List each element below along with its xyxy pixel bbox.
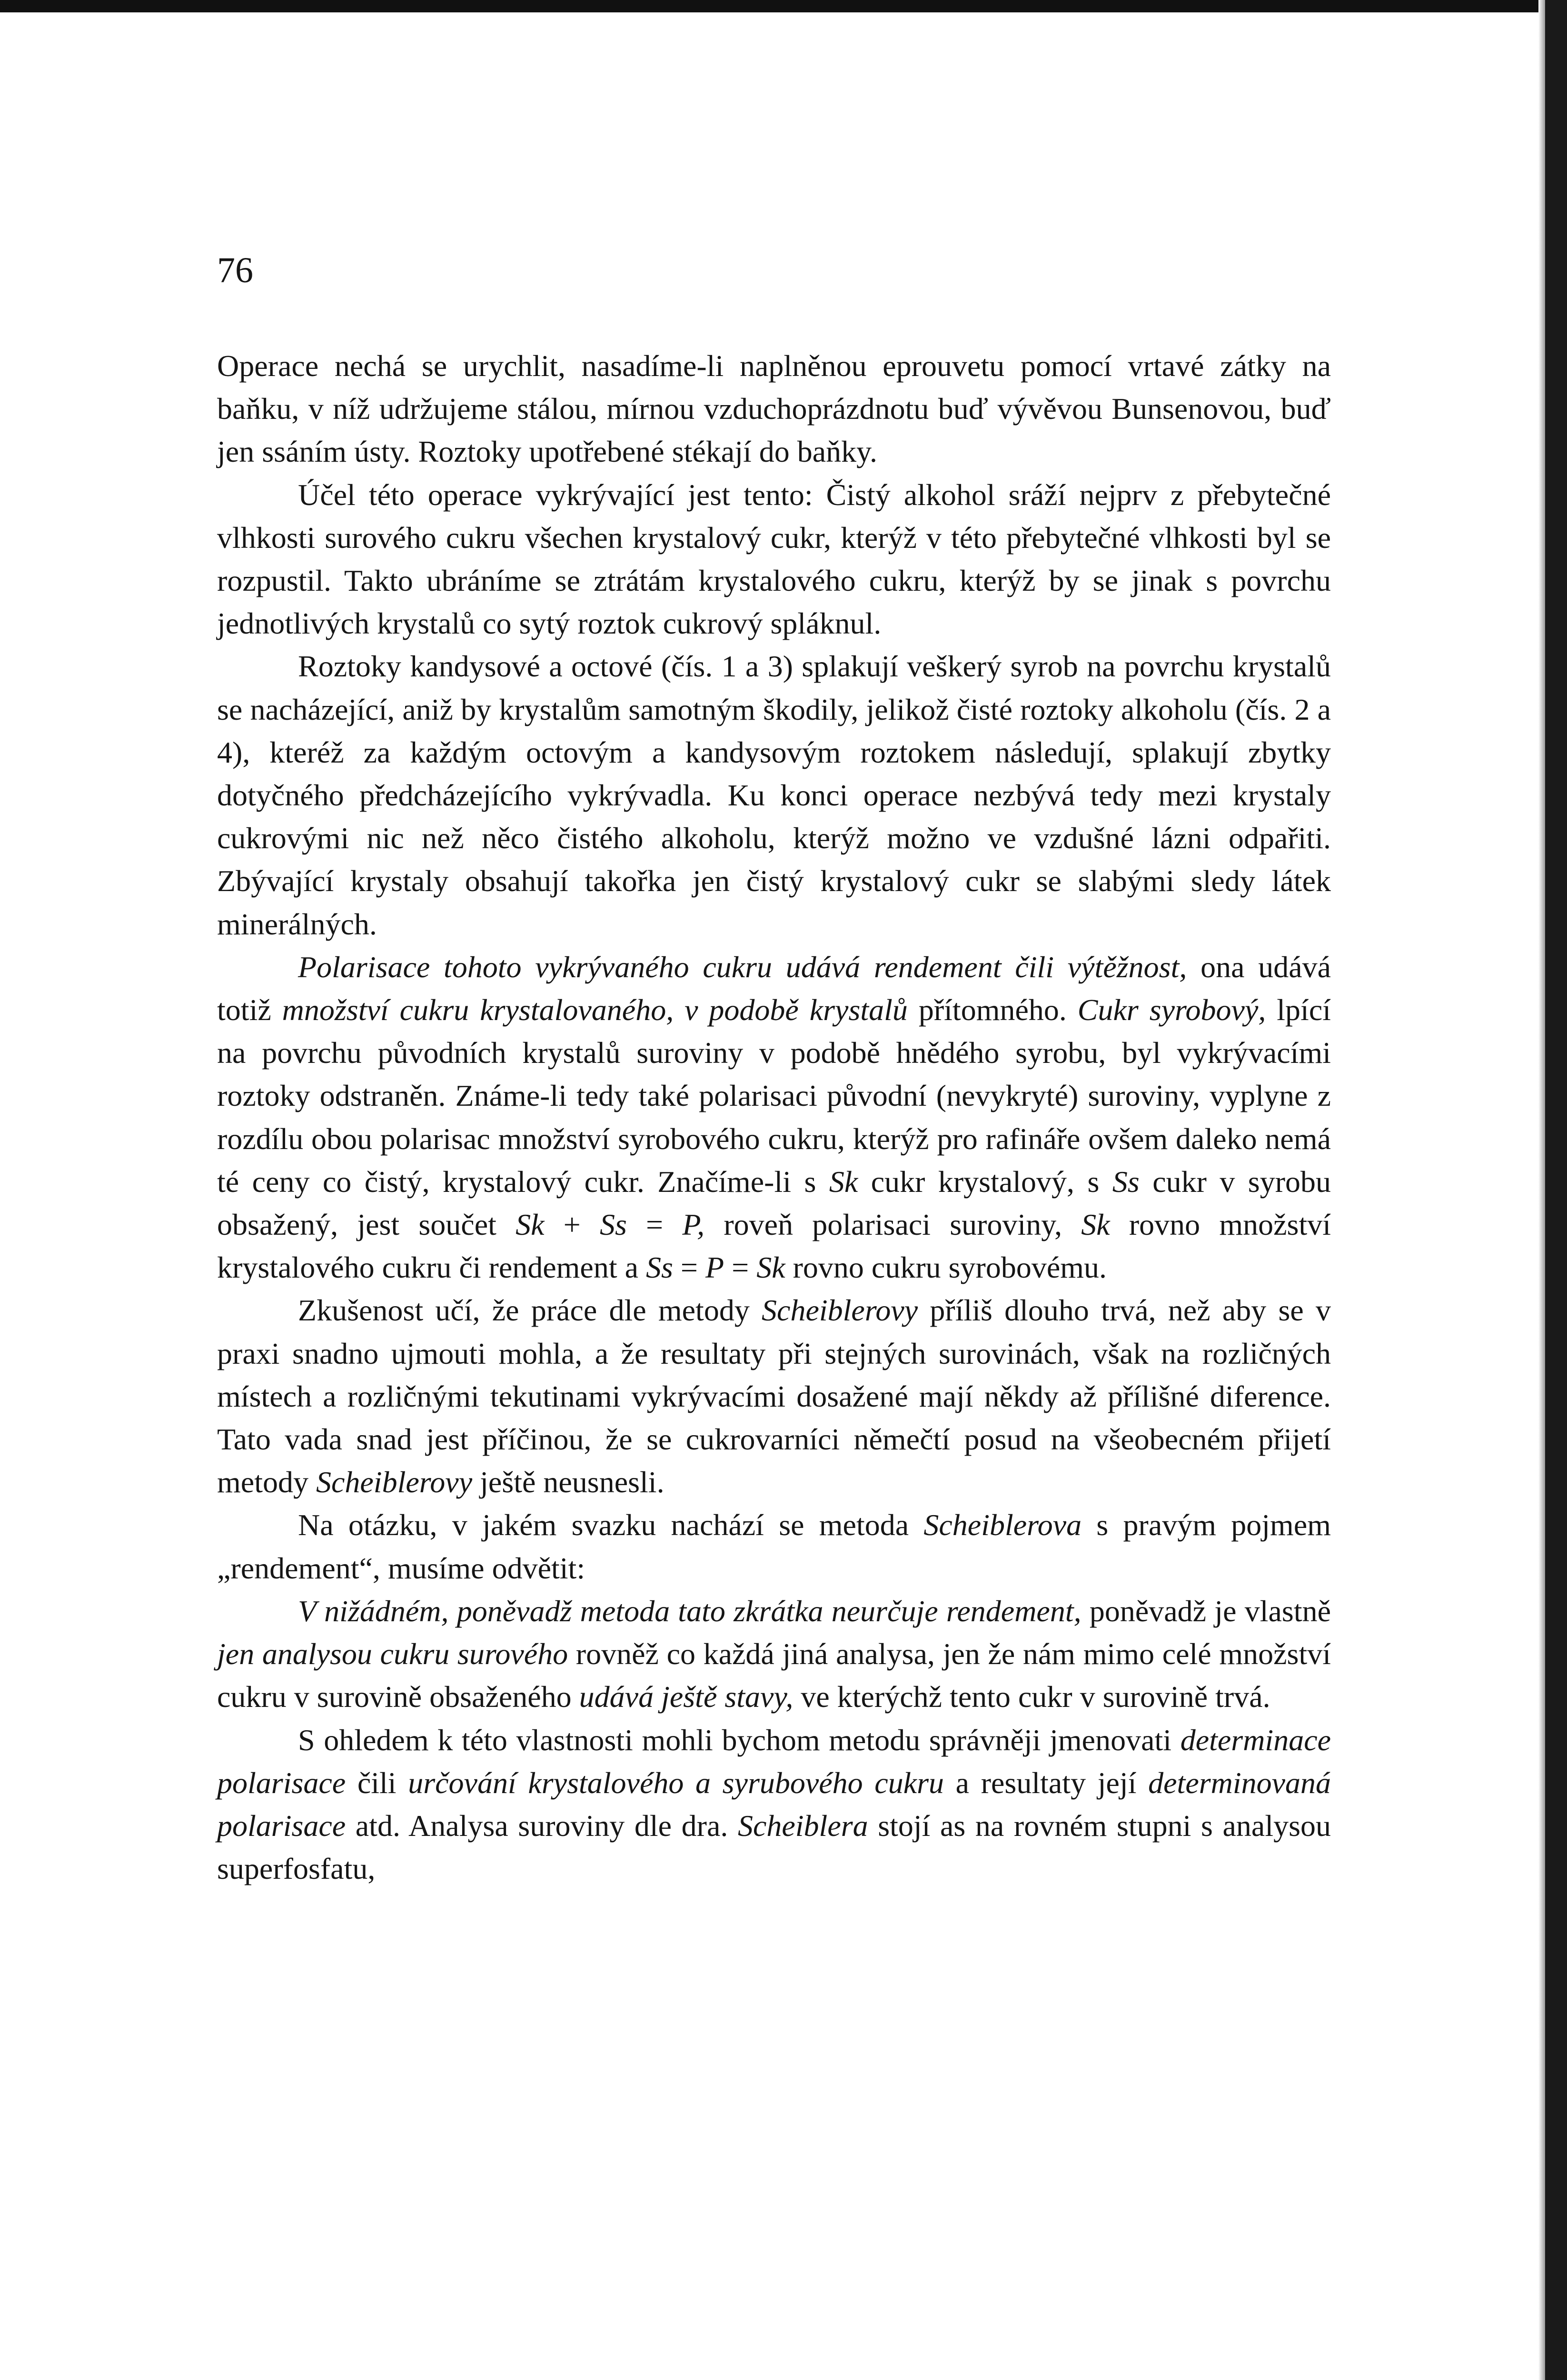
paragraph: [217, 345, 1331, 474]
paragraph: [217, 1719, 1331, 1891]
paragraph: [217, 474, 1331, 645]
text-run: ještě neusnesli.: [472, 1465, 664, 1499]
text-run: Roztoky kandysové a octové (čís. 1 a 3) splakují veškerý syrob na povrchu krystalů se nacházející, aniž by krystalům samotným škodily, jelikož čisté roztoky alkoholu (čís. 2 a 4), kteréž za každým octovým a kandysovým roztokem následují, splakují zbytky dotyčného předcházejícího vykrývadla. Ku konci operace nezbývá tedy mezi krystaly cukrovými nic než něco čistého alkoholu, kterýž možno ve vzdušné lázni odpařiti. Zbývající krystaly obsahují takořka jen čistý krystalový cukr se slabými sledy látek minerálných.: [217, 649, 1331, 941]
paragraph: [217, 1504, 1331, 1589]
italic-run: jen analysou cukru surového: [217, 1637, 568, 1671]
text-run: Operace nechá se urychlit, nasadíme-li naplněnou eprouvetu pomocí vrtavé zátky na baňku, v níž udržujeme stálou, mírnou vzduchoprázdnotu buď vývěvou Bunsenovou, buď jen ssáním ústy. Roztoky upotřebené stékají do baňky.: [217, 349, 1331, 469]
italic-run: množství cukru krystalovaného, v podobě krystalů: [282, 993, 908, 1027]
italic-run: Scheiblera: [737, 1808, 868, 1843]
text-run: rovno množství krystalového cukru či rendement a: [217, 1208, 1331, 1285]
text-run: +: [544, 1208, 600, 1242]
text-run: Na otázku, v jakém svazku nachází se metoda: [298, 1508, 924, 1542]
page-number: 76: [217, 250, 253, 290]
text-run: příliš dlouho trvá, než aby se v praxi snadno ujmouti mohla, a že resultaty při stejných surovinách, však na rozličných místech a rozličnými tekutinami vykrývacími dosažené mají někdy až přílišné diference. Tato vada snad jest příčinou, že se cukrovarníci němečtí posud na všeobecném přijetí metody: [217, 1293, 1331, 1499]
text-run: roveň polarisaci suroviny,: [704, 1208, 1081, 1242]
paragraph: [217, 645, 1331, 945]
text-run: s pravým pojmem „rendement“, musíme odvětit:: [217, 1508, 1331, 1585]
text-run: =: [626, 1208, 683, 1242]
text-run: S ohledem k této vlastnosti mohli bychom metodu správněji jmenovati: [298, 1723, 1180, 1757]
text-run: stojí as na rovném stupni s analysou superfosfatu,: [217, 1808, 1331, 1886]
text-body: [217, 345, 1331, 1890]
italic-run: udává ještě stavy,: [579, 1680, 793, 1714]
text-run: rovno cukru syrobovému.: [785, 1250, 1107, 1285]
italic-run: určování krystalového a syrubového cukru: [408, 1765, 944, 1800]
italic-run: Sk: [756, 1250, 785, 1285]
text-run: cukr krystalový, s: [858, 1164, 1112, 1199]
italic-run: Scheiblerova: [923, 1508, 1082, 1542]
text-run: Zkušenost učí, že práce dle metody: [298, 1293, 762, 1328]
text-run: a resultaty její: [944, 1765, 1149, 1800]
italic-run: P: [705, 1250, 724, 1285]
text-run: ona udává totiž: [217, 950, 1331, 1027]
italic-run: Sk: [1081, 1208, 1110, 1242]
italic-run: Ss: [1112, 1164, 1140, 1199]
scan-edge-shadow: [1538, 0, 1545, 2380]
italic-run: determinovaná polarisace: [217, 1765, 1331, 1843]
italic-run: Ss: [646, 1250, 673, 1285]
scan-border-right: [1545, 0, 1567, 2380]
text-run: čili: [346, 1765, 408, 1800]
scan-border-top: [0, 0, 1567, 12]
italic-run: determinace polarisace: [217, 1723, 1331, 1800]
text-run: atd. Analysa suroviny dle dra.: [346, 1808, 738, 1843]
text-run: =: [673, 1250, 705, 1285]
paragraph: [217, 1289, 1331, 1504]
italic-run: Sk: [516, 1208, 545, 1242]
italic-run: Cukr syrobový,: [1077, 993, 1266, 1027]
italic-run: Sk: [829, 1164, 858, 1199]
book-page: [217, 252, 1331, 1890]
text-run: rovněž co každá jiná analysa, jen že nám mimo celé množství cukru v surovině obsaženého: [217, 1637, 1331, 1714]
italic-run: Polarisace tohoto vykrývaného cukru udává rendement čili výtěžnost,: [298, 950, 1187, 984]
italic-run: Ss: [599, 1208, 627, 1242]
text-run: ve kterýchž tento cukr v surovině trvá.: [793, 1680, 1270, 1714]
text-run: =: [724, 1250, 757, 1285]
italic-run: P,: [682, 1208, 705, 1242]
text-run: cukr v syrobu obsažený, jest součet: [217, 1164, 1331, 1242]
text-run: lpící na povrchu původních krystalů suroviny v podobě hnědého syrobu, byl vykrývacími roztoky odstraněn. Známe-li tedy také polarisaci původní (nevykryté) suroviny, vyplyne z rozdílu obou polarisac množství syrobového cukru, kterýž pro rafináře ovšem daleko nemá té ceny co čistý, krystalový cukr. Značíme-li s: [217, 993, 1331, 1199]
paragraph: [217, 946, 1331, 1289]
italic-run: Scheiblerovy: [762, 1293, 918, 1328]
text-run: Účel této operace vykrývající jest tento: Čistý alkohol sráží nejprv z přebytečné vlhkosti surového cukru všechen krystalový cukr, kterýž v této přebytečné vlhkosti byl se rozpustil. Takto ubráníme se ztrátám krystalového cukru, kterýž by se jinak s povrchu jednotlivých krystalů co sytý roztok cukrový spláknul.: [217, 477, 1331, 641]
text-run: poněvadž je vlastně: [1081, 1594, 1331, 1628]
italic-run: Scheiblerovy: [316, 1465, 473, 1499]
italic-run: V nižádném, poněvadž metoda tato zkrátka neurčuje rendement,: [298, 1594, 1081, 1628]
text-run: přítomného.: [907, 993, 1078, 1027]
paragraph: [217, 1590, 1331, 1719]
